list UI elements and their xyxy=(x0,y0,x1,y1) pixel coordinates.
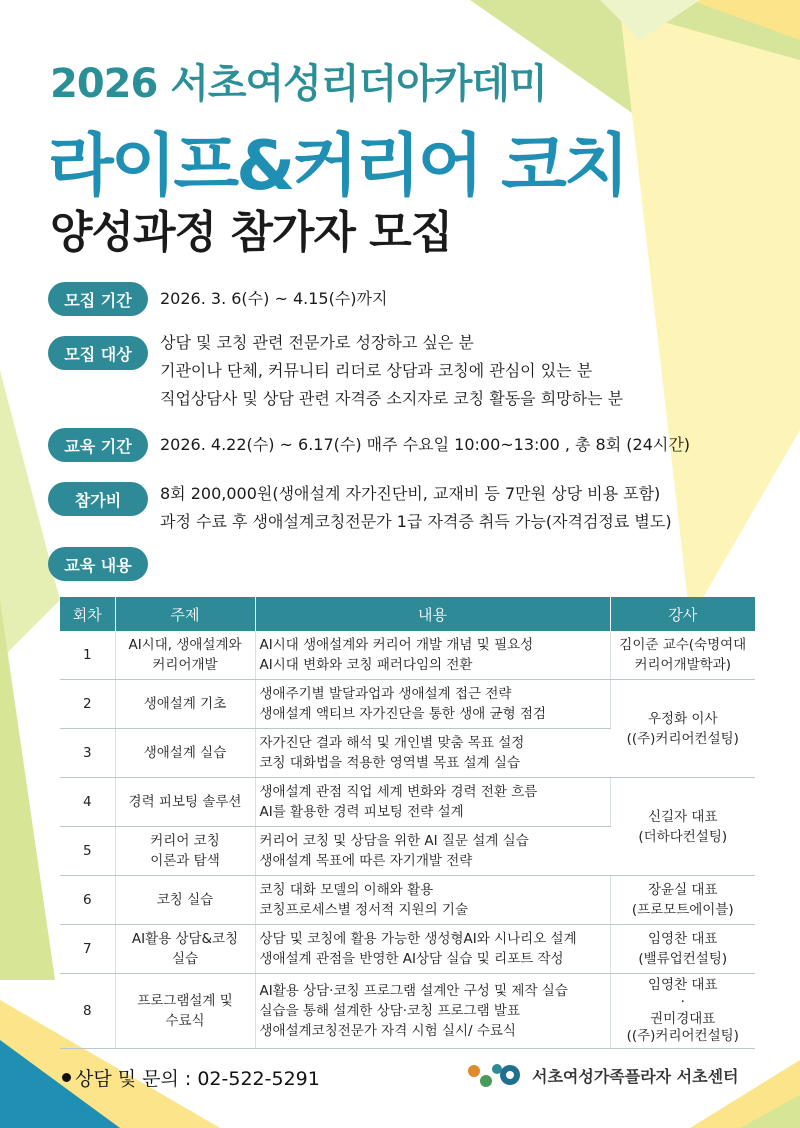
fee-text: 8회 200,000원(생애설계 자가진단비, 교재비 등 7만원 상당 비용 포함) 과정 수료 후 생애설계코칭전문가 1급 자격증 취득 가능(자격검정료 별도) xyxy=(160,484,672,531)
session-content: 커리어 코칭 및 상담을 위한 AI 질문 설계 실습 생애설계 목표에 따른 자기개발 전략 xyxy=(255,827,610,876)
header-instructor: 강사 xyxy=(610,597,755,631)
label-edu-content: 교육 내용 xyxy=(48,547,148,581)
session-content: 생애주기별 발달과업과 생애설계 접근 전략 생애설계 액티브 자가진단을 통한 생애 균형 점검 xyxy=(255,680,610,729)
table-row xyxy=(60,876,755,925)
table-header-row xyxy=(60,597,755,631)
contact-text: 상담 및 문의 : 02-522-5291 xyxy=(75,1068,320,1090)
schedule-table xyxy=(60,597,755,1049)
session-topic: 생애설계 실습 xyxy=(115,729,255,778)
session-number: 7 xyxy=(60,925,115,974)
header-content: 내용 xyxy=(255,597,610,631)
session-number: 6 xyxy=(60,876,115,925)
session-number: 2 xyxy=(60,680,115,729)
title-year-academy: 2026 서초여성리더아카데미 xyxy=(50,61,547,107)
dots-logo-icon xyxy=(466,1060,522,1090)
label-recruit-period: 모집 기간 xyxy=(48,282,148,316)
table-row xyxy=(60,925,755,974)
label-recruit-target: 모집 대상 xyxy=(48,336,148,370)
organization xyxy=(466,1060,739,1090)
label-edu-period: 교육 기간 xyxy=(48,428,148,462)
session-topic: AI활용 상담&코칭 실습 xyxy=(115,925,255,974)
session-instructor: 임영찬 대표 · 권미경대표 ((주)커리어컨설팅) xyxy=(610,974,755,1049)
session-instructor: 장윤실 대표 (프로모트에이블) xyxy=(610,876,755,925)
contact-info xyxy=(62,1064,320,1091)
session-number: 8 xyxy=(60,974,115,1049)
table-row xyxy=(60,974,755,1049)
session-instructor: 임영찬 대표 (밸류업컨설팅) xyxy=(610,925,755,974)
edu-period-text: 2026. 4.22(수) ~ 6.17(수) 매주 수요일 10:00~13:00 , 총 8회 (24시간) xyxy=(160,435,691,454)
session-topic: 커리어 코칭 이론과 탐색 xyxy=(115,827,255,876)
session-instructor: 신길자 대표 (더하다컨설팅) xyxy=(610,778,755,876)
session-number: 1 xyxy=(60,631,115,680)
label-fee: 참가비 xyxy=(48,482,148,516)
session-content: 상담 및 코칭에 활용 가능한 생성형AI와 시나리오 설계 생애설계 관점을 반영한 AI상담 실습 및 리포트 작성 xyxy=(255,925,610,974)
session-content: 코칭 대화 모델의 이해와 활용 코칭프로세스별 정서적 지원의 기술 xyxy=(255,876,610,925)
session-topic: 생애설계 기초 xyxy=(115,680,255,729)
header-topic: 주제 xyxy=(115,597,255,631)
session-topic: 코칭 실습 xyxy=(115,876,255,925)
session-instructor: 우정화 이사 ((주)커리어컨설팅) xyxy=(610,680,755,778)
session-number: 4 xyxy=(60,778,115,827)
recruit-target-text: 상담 및 코칭 관련 전문가로 성장하고 싶은 분 기관이나 단체, 커뮤니티 리더로 상담과 코칭에 관심이 있는 분 직업상담사 및 상담 관련 자격증 소지자로 코칭 활동을 희망하는 분 xyxy=(160,333,624,408)
session-topic: AI시대, 생애설계와 커리어개발 xyxy=(115,631,255,680)
session-number: 3 xyxy=(60,729,115,778)
header-session: 회차 xyxy=(60,597,115,631)
table-row xyxy=(60,680,755,729)
session-content: AI활용 상담·코칭 프로그램 설계안 구성 및 제작 실습 실습을 통해 설계한 상담·코칭 프로그램 발표 생애설계코칭전문가 자격 시험 실시/ 수료식 xyxy=(255,974,610,1049)
session-number: 5 xyxy=(60,827,115,876)
table-row xyxy=(60,631,755,680)
title-main: 라이프&커리어 코치 xyxy=(48,127,627,206)
bullet-icon xyxy=(62,1073,71,1082)
session-content: 생애설계 관점 직업 세계 변화와 경력 전환 흐름 AI를 활용한 경력 피보팅 전략 설계 xyxy=(255,778,610,827)
org-name: 서초여성가족플라자 서초센터 xyxy=(532,1066,739,1086)
session-topic: 프로그램설계 및 수료식 xyxy=(115,974,255,1049)
session-content: AI시대 생애설계와 커리어 개발 개념 및 필요성 AI시대 변화와 코칭 패러다임의 전환 xyxy=(255,631,610,680)
session-instructor: 김이준 교수(숙명여대 커리어개발학과) xyxy=(610,631,755,680)
recruit-period-text: 2026. 3. 6(수) ~ 4.15(수)까지 xyxy=(160,289,388,308)
title-sub: 양성과정 참가자 모집 xyxy=(50,207,453,258)
table-row xyxy=(60,778,755,827)
session-topic: 경력 피보팅 솔루션 xyxy=(115,778,255,827)
session-content: 자가진단 결과 해석 및 개인별 맞춤 목표 설정 코칭 대화법을 적용한 영역별 목표 설계 실습 xyxy=(255,729,610,778)
